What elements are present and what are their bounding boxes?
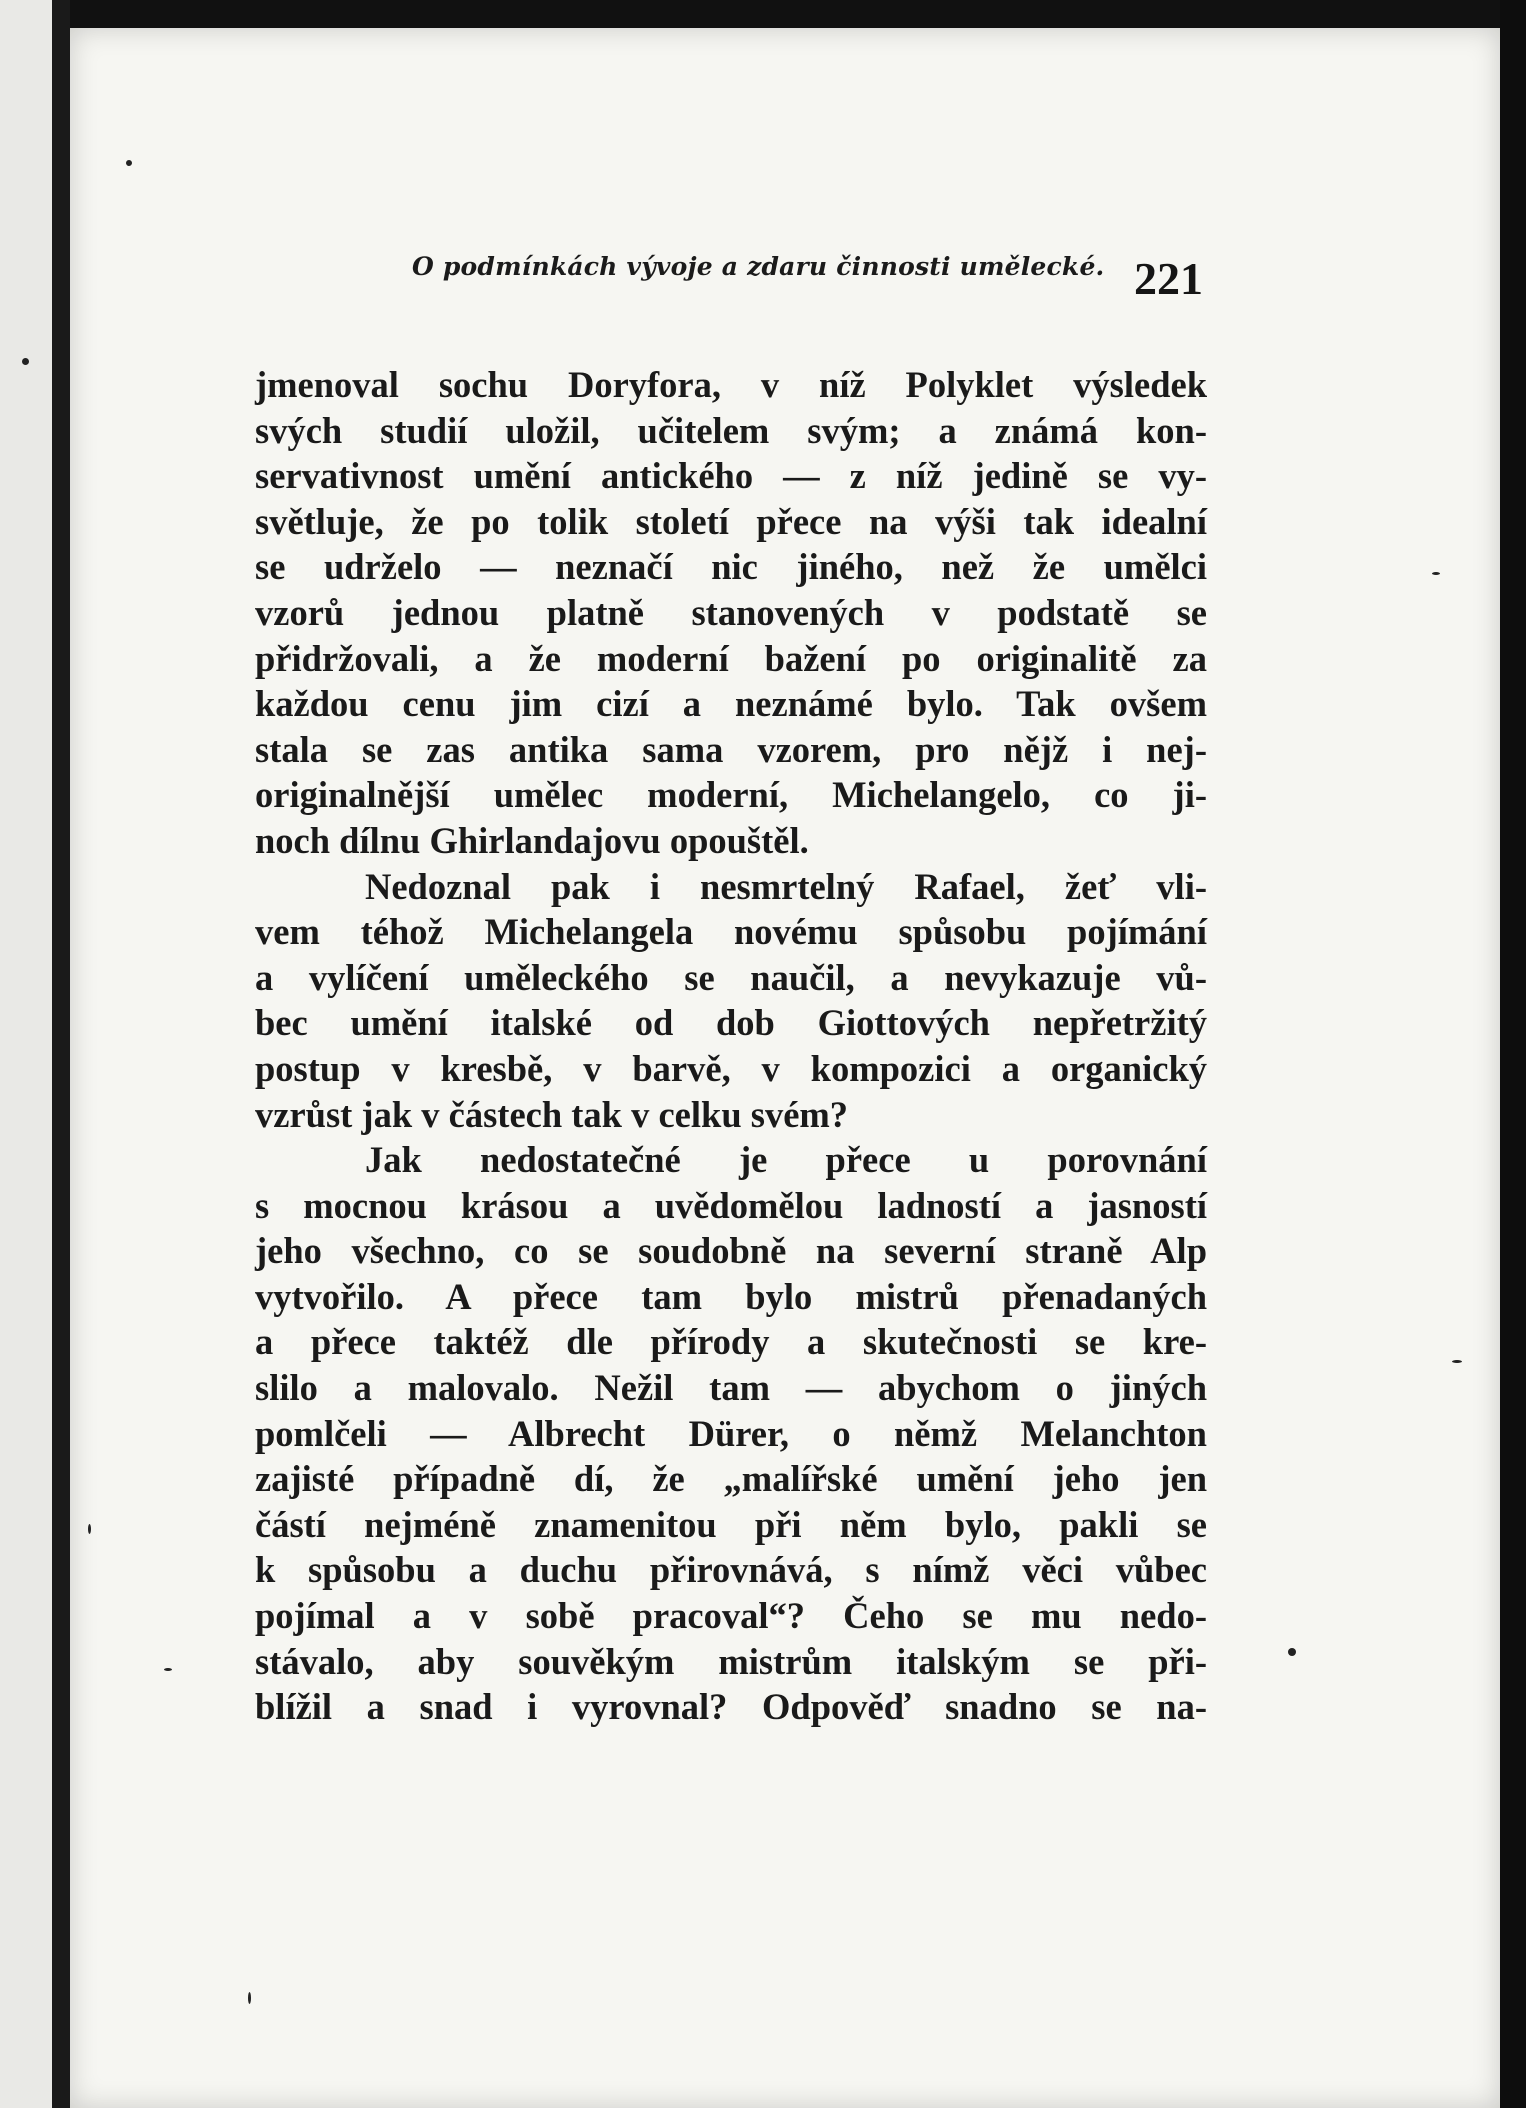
book-spine-edge (0, 0, 70, 2108)
text-line: zajisté případně dí, že „malířské umění jeho jen (255, 1458, 1207, 1500)
text-line: jmenoval sochu Doryfora, v níž Polyklet výsledek (255, 364, 1207, 405)
paragraph-first-line: Jak nedostatečné je přece u porovnání (365, 1139, 1207, 1181)
text-line: stala se zas antika sama vzorem, pro nějž i nej- (255, 728, 1207, 770)
scan-speck (1452, 1360, 1462, 1363)
scan-speck (126, 160, 132, 166)
text-line: s mocnou krásou a uvědomělou ladností a jasností (255, 1184, 1207, 1226)
page-number: 221 (1134, 253, 1203, 304)
text-line: pomlčeli — Albrecht Dürer, o němž Melanchton (255, 1412, 1207, 1454)
text-line: originalnější umělec moderní, Michelangelo, co ji- (255, 774, 1207, 816)
text-line: slilo a malovalo. Nežil tam — abychom o jiných (255, 1367, 1207, 1409)
text-line: a přece taktéž dle přírody a skutečnosti se kre- (255, 1321, 1207, 1363)
paragraph-first-line: Nedoznal pak i nesmrtelný Rafael, žeť vli- (365, 865, 1207, 907)
scan-speck (248, 1992, 251, 2004)
text-line: postup v kresbě, v barvě, v kompozici a organický (255, 1047, 1207, 1089)
scan-speck (1432, 572, 1440, 575)
text-line: blížil a snad i vyrovnal? Odpověď snadno se na- (255, 1686, 1207, 1728)
scan-speck (22, 358, 29, 365)
text-line: každou cenu jim cizí a neznámé bylo. Tak ovšem (255, 683, 1207, 725)
text-line: světluje, že po tolik století přece na výši tak idealní (255, 500, 1207, 542)
scan-speck (164, 1668, 172, 1671)
text-line: svých studií uložil, učitelem svým; a známá kon- (255, 409, 1207, 451)
text-line: bec umění italské od dob Giottových nepřetržitý (255, 1002, 1207, 1044)
text-line: se udrželo — neznačí nic jiného, než že umělci (255, 546, 1207, 588)
text-line: vem téhož Michelangela novému spůsobu pojímání (255, 911, 1207, 953)
text-line: servativnost umění antického — z níž jedině se vy- (255, 455, 1207, 497)
text-line: stávalo, aby souvěkým mistrům italským se při- (255, 1640, 1207, 1682)
text-line: pojímal a v sobě pracoval“? Čeho se mu nedo- (255, 1595, 1207, 1637)
text-line: noch dílnu Ghirlandajovu opouštěl. (255, 819, 809, 861)
page-border-edge (1500, 0, 1526, 2108)
running-header: O podmínkách vývoje a zdaru činnosti umělecké. (412, 252, 1105, 281)
text-line: vzrůst jak v částech tak v celku svém? (255, 1093, 849, 1135)
text-line: vytvořilo. A přece tam bylo mistrů přenadaných (255, 1275, 1207, 1317)
scan-speck (1288, 1648, 1296, 1656)
text-line: k spůsobu a duchu přirovnává, s nímž věci vůbec (255, 1549, 1207, 1591)
text-line: vzorů jednou platně stanovených v podstatě se (255, 591, 1207, 633)
text-line: a vylíčení uměleckého se naučil, a nevykazuje vů- (255, 956, 1207, 998)
text-line: jeho všechno, co se soudobně na severní straně Alp (255, 1230, 1207, 1272)
body-text (255, 362, 1207, 1730)
scan-speck (88, 1524, 91, 1534)
text-line: částí nejméně znamenitou při něm bylo, pakli se (255, 1503, 1207, 1545)
text-line: přidržovali, a že moderní bažení po originalitě za (255, 637, 1207, 679)
